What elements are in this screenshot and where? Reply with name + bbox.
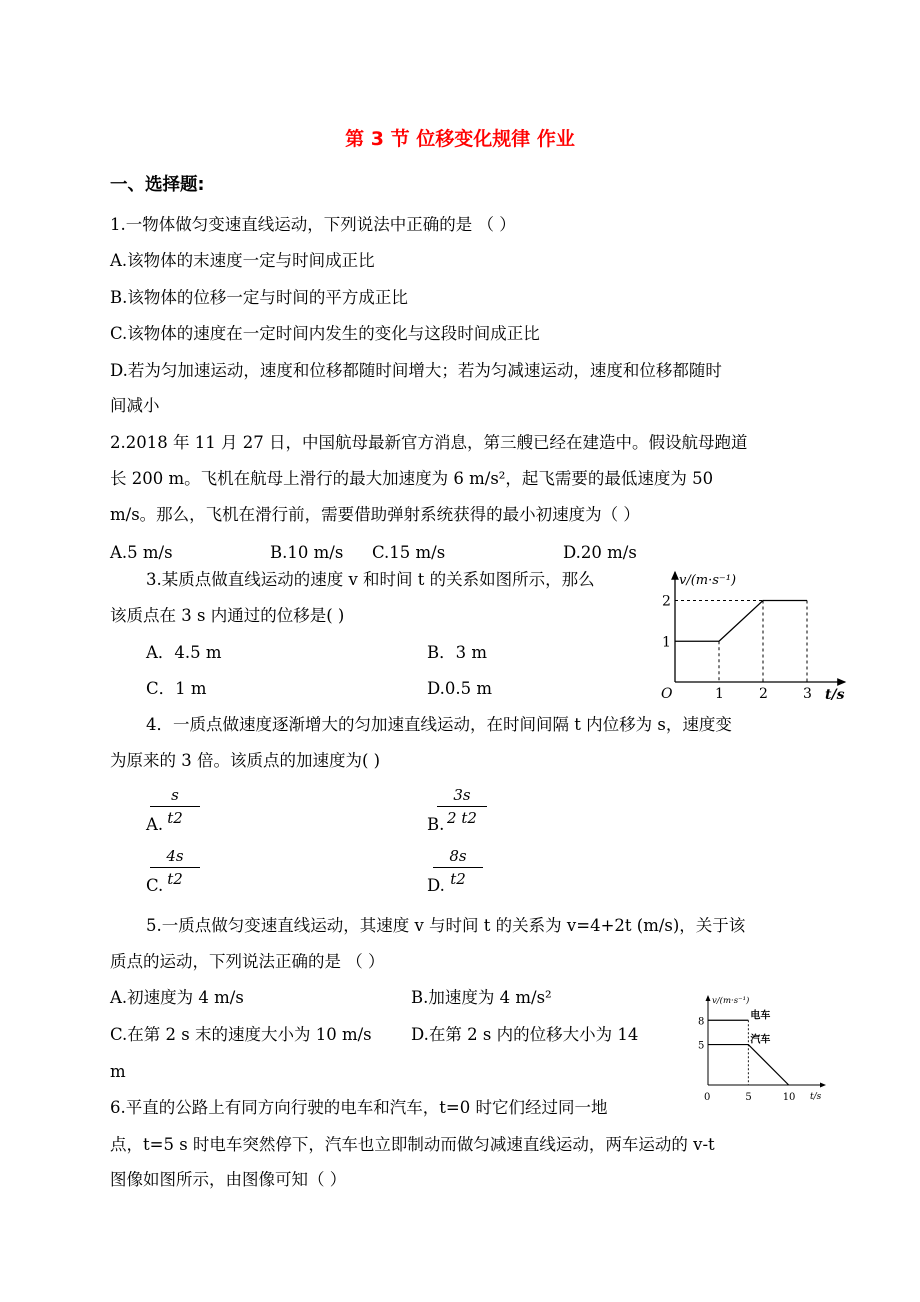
q1-stem: 1.一物体做匀变速直线运动，下列说法中正确的是 （ ） [110, 215, 516, 234]
denominator: 2 t2 [447, 809, 477, 827]
origin-label: 0 [704, 1092, 711, 1103]
q5-option-d-cont: m [110, 1062, 126, 1081]
q3-option-c: C．1 m [146, 679, 207, 698]
q5-stem-line2: 质点的运动，下列说法正确的是 （ ） [110, 952, 385, 971]
q4-option-b-fraction [437, 786, 487, 827]
x-tick-label: 1 [715, 686, 724, 702]
numerator: 8s [433, 847, 483, 868]
page-title: 第 3 节 位移变化规律 作业 [345, 128, 575, 150]
x-tick-label: 2 [759, 686, 768, 702]
q5-option-d: D.在第 2 s 内的位移大小为 14 [411, 1025, 639, 1044]
q4-stem-line2: 为原来的 3 倍。该质点的加速度为( ) [110, 751, 381, 770]
origin-label: O [661, 686, 673, 702]
q2-stem-line1: 2.2018 年 11 月 27 日，中国航母最新官方消息，第三艘已经在建造中。假设航母跑道 [110, 433, 748, 452]
x-axis-label: t/s [825, 687, 845, 703]
q1-option-d-cont: 间减小 [110, 396, 160, 415]
q4-option-c-label: C. [146, 876, 164, 895]
q4-option-b-label: B. [427, 815, 445, 834]
denominator: t2 [167, 870, 183, 888]
q3-option-d: D.0.5 m [427, 679, 493, 698]
q5-option-b: B.加速度为 4 m/s² [411, 988, 552, 1007]
y-tick-label: 5 [698, 1040, 705, 1052]
y-tick-label: 8 [698, 1016, 705, 1028]
numerator: 3s [437, 786, 487, 807]
q3-vt-chart [655, 566, 860, 706]
numerator: 4s [150, 847, 200, 868]
q2-option-a: A.5 m/s [110, 543, 173, 562]
q5-option-a: A.初速度为 4 m/s [110, 988, 244, 1007]
x-tick-label: 10 [782, 1092, 796, 1103]
q6-vt-chart [690, 990, 835, 1105]
q1-option-b: B.该物体的位移一定与时间的平方成正比 [110, 288, 408, 307]
q1-option-d: D.若为匀加速运动，速度和位移都随时间增大；若为匀减速运动，速度和位移都随时 [110, 361, 722, 380]
q1-option-a: A.该物体的末速度一定与时间成正比 [110, 251, 375, 270]
q2-option-d: D.20 m/s [563, 543, 637, 562]
y-tick-label: 1 [662, 634, 671, 651]
series-line [675, 601, 807, 642]
q6-stem-line1: 6.平直的公路上有同方向行驶的电车和汽车，t=0 时它们经过同一地 [110, 1098, 608, 1117]
q5-option-c: C.在第 2 s 末的速度大小为 10 m/s [110, 1025, 372, 1044]
y-axis-label: v/(m·s⁻¹) [679, 573, 737, 588]
denominator: t2 [167, 809, 183, 827]
q3-option-b: B．3 m [427, 643, 488, 662]
y-axis-label: v/(m·s⁻¹) [712, 996, 750, 1006]
q4-option-a-fraction [150, 786, 200, 827]
q3-stem-line1: 3.某质点做直线运动的速度 v 和时间 t 的关系如图所示，那么 [146, 570, 595, 589]
q2-stem-line3: m/s。那么，飞机在滑行前，需要借助弹射系统获得的最小初速度为（ ） [110, 505, 640, 524]
q2-option-b: B.10 m/s [270, 543, 344, 562]
q6-stem-line2: 点，t=5 s 时电车突然停下，汽车也立即制动而做匀减速直线运动，两车运动的 v-t [110, 1135, 715, 1154]
denominator: t2 [450, 870, 466, 888]
q4-option-c-fraction [150, 847, 200, 888]
q5-stem-line1: 5.一质点做匀变速直线运动，其速度 v 与时间 t 的关系为 v=4+2t (m/s)，关于该 [146, 916, 746, 935]
q2-stem-line2: 长 200 m。飞机在航母上滑行的最大加速度为 6 m/s²，起飞需要的最低速度为 50 [110, 469, 714, 488]
q4-option-d-label: D. [427, 876, 445, 895]
x-axis-label: t/s [810, 1092, 822, 1102]
q3-stem-line2: 该质点在 3 s 内通过的位移是( ) [110, 606, 345, 625]
numerator: s [150, 786, 200, 807]
q1-option-c: C.该物体的速度在一定时间内发生的变化与这段时间成正比 [110, 324, 540, 343]
q4-stem-line1: 4．一质点做速度逐渐增大的匀加速直线运动，在时间间隔 t 内位移为 s，速度变 [146, 715, 732, 734]
q6-stem-line3: 图像如图所示，由图像可知（ ） [110, 1170, 347, 1189]
x-tick-label: 3 [803, 686, 812, 702]
q2-option-c: C.15 m/s [372, 543, 446, 562]
series-label-1: 汽车 [750, 1034, 771, 1046]
series-label-0: 电车 [750, 1010, 771, 1022]
x-tick-label: 5 [745, 1092, 752, 1103]
q3-option-a: A．4.5 m [146, 643, 222, 662]
section-heading: 一、选择题: [110, 175, 205, 195]
q4-option-a-label: A. [146, 815, 164, 834]
q4-option-d-fraction [433, 847, 483, 888]
y-tick-label: 2 [662, 593, 671, 610]
